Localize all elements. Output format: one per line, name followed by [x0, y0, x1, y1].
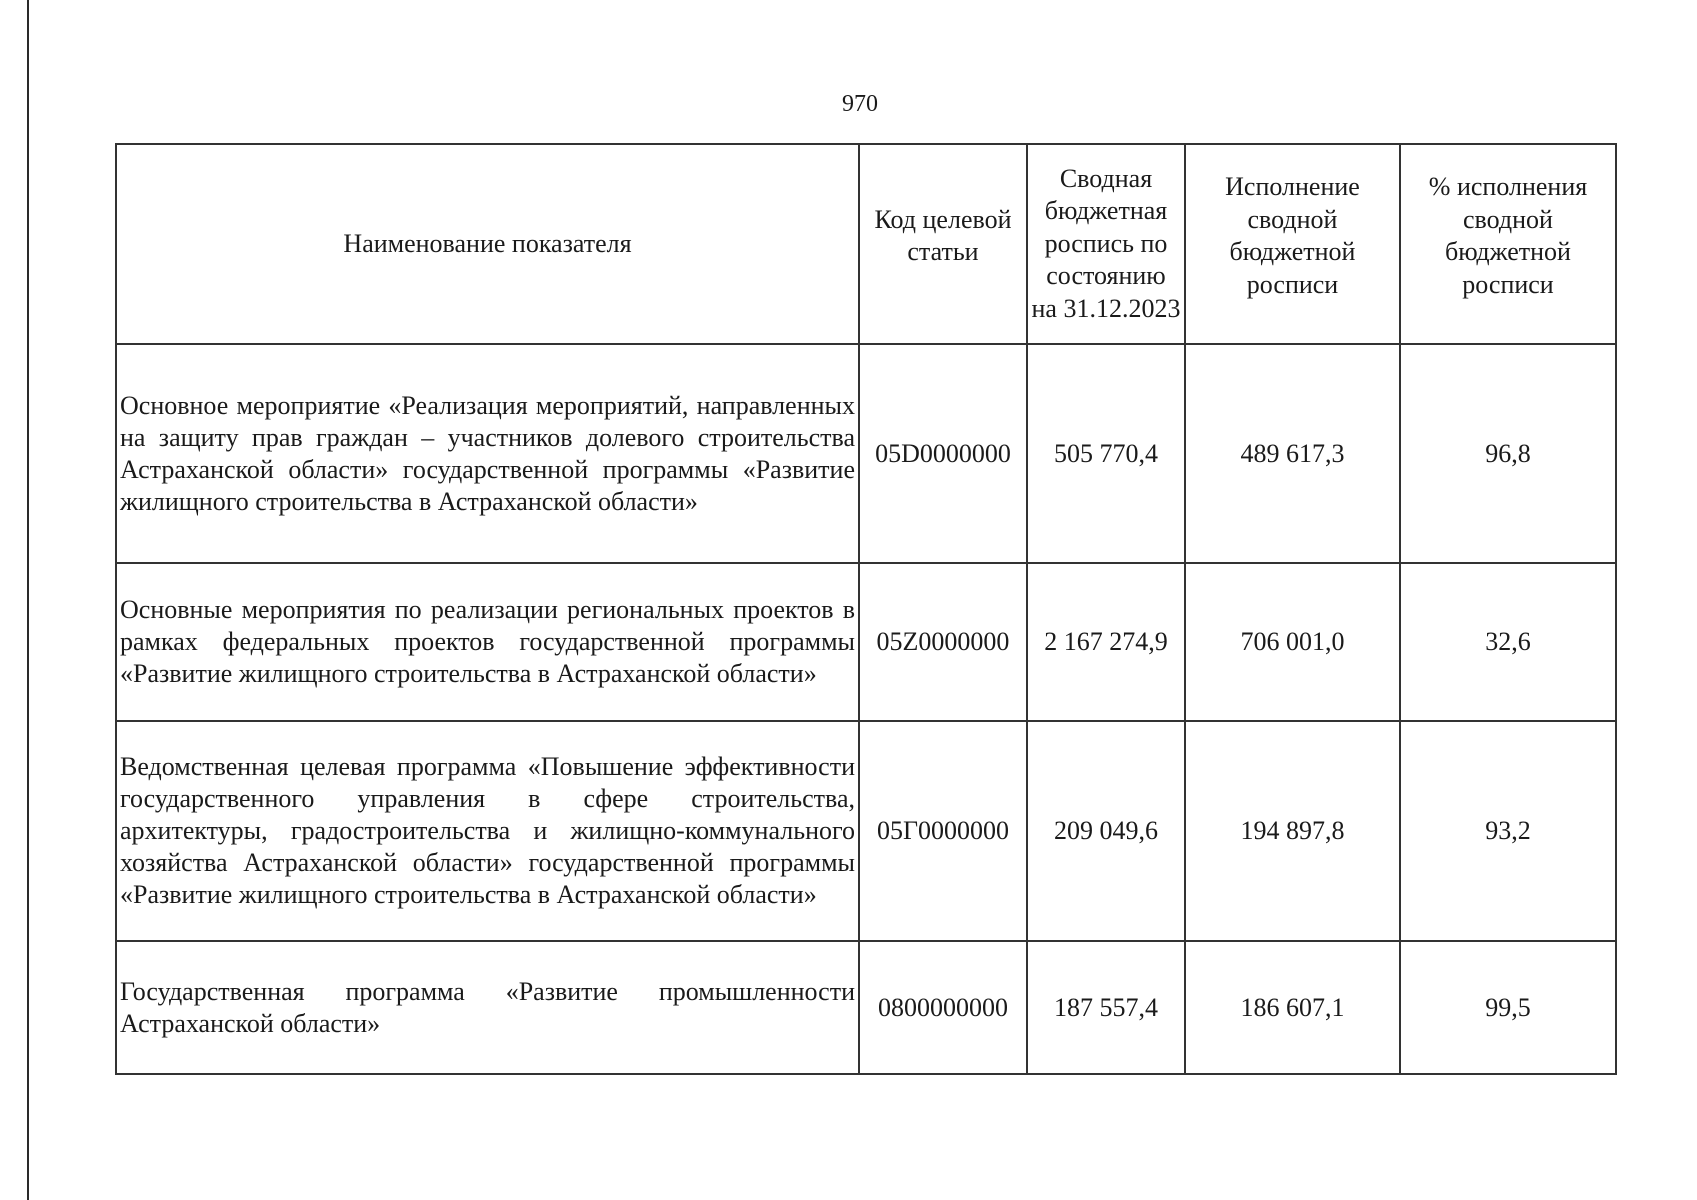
target-code-cell: 0800000000	[859, 941, 1027, 1074]
budget-execution-cell: 706 001,0	[1185, 563, 1400, 721]
indicator-name-cell: Государственная программа «Развитие промышленности Астраханской области»	[116, 941, 859, 1074]
table-row	[116, 941, 1616, 1074]
budget-plan-cell: 209 049,6	[1027, 721, 1185, 941]
header-indicator-name: Наименование показателя	[116, 144, 859, 344]
execution-percent-cell: 99,5	[1400, 941, 1616, 1074]
budget-execution-cell: 489 617,3	[1185, 344, 1400, 563]
target-code-cell: 05Z0000000	[859, 563, 1027, 721]
indicator-name-cell: Ведомственная целевая программа «Повышение эффективности государственного управления в сфере строительства, архитектуры, градостроительства и жилищно-коммунального хозяйства Астраханской области» государственной программы «Развитие жилищного строительства в Астраханской области»	[116, 721, 859, 941]
budget-plan-cell: 187 557,4	[1027, 941, 1185, 1074]
indicator-name-cell: Основные мероприятия по реализации региональных проектов в рамках федеральных проектов государственной программы «Развитие жилищного строительства в Астраханской области»	[116, 563, 859, 721]
target-code-cell: 05Г0000000	[859, 721, 1027, 941]
header-execution-percent: % исполнения сводной бюджетной росписи	[1400, 144, 1616, 344]
budget-execution-table	[115, 143, 1617, 1075]
execution-percent-cell: 93,2	[1400, 721, 1616, 941]
table-header-row	[116, 144, 1616, 344]
budget-execution-cell: 194 897,8	[1185, 721, 1400, 941]
scan-edge-line	[27, 0, 29, 1200]
budget-execution-cell: 186 607,1	[1185, 941, 1400, 1074]
table-row	[116, 721, 1616, 941]
execution-percent-cell: 96,8	[1400, 344, 1616, 563]
indicator-name-cell: Основное мероприятие «Реализация мероприятий, направленных на защиту прав граждан – участников долевого строительства Астраханской области» государственной программы «Развитие жилищного строительства в Астраханской области»	[116, 344, 859, 563]
budget-plan-cell: 505 770,4	[1027, 344, 1185, 563]
header-budget-plan: Сводная бюджетная роспись по состоянию на 31.12.2023	[1027, 144, 1185, 344]
execution-percent-cell: 32,6	[1400, 563, 1616, 721]
target-code-cell: 05D0000000	[859, 344, 1027, 563]
header-target-code: Код целевой статьи	[859, 144, 1027, 344]
table-row	[116, 563, 1616, 721]
budget-plan-cell: 2 167 274,9	[1027, 563, 1185, 721]
header-budget-execution: Исполнение сводной бюджетной росписи	[1185, 144, 1400, 344]
page-number: 970	[842, 91, 878, 117]
table-row	[116, 344, 1616, 563]
